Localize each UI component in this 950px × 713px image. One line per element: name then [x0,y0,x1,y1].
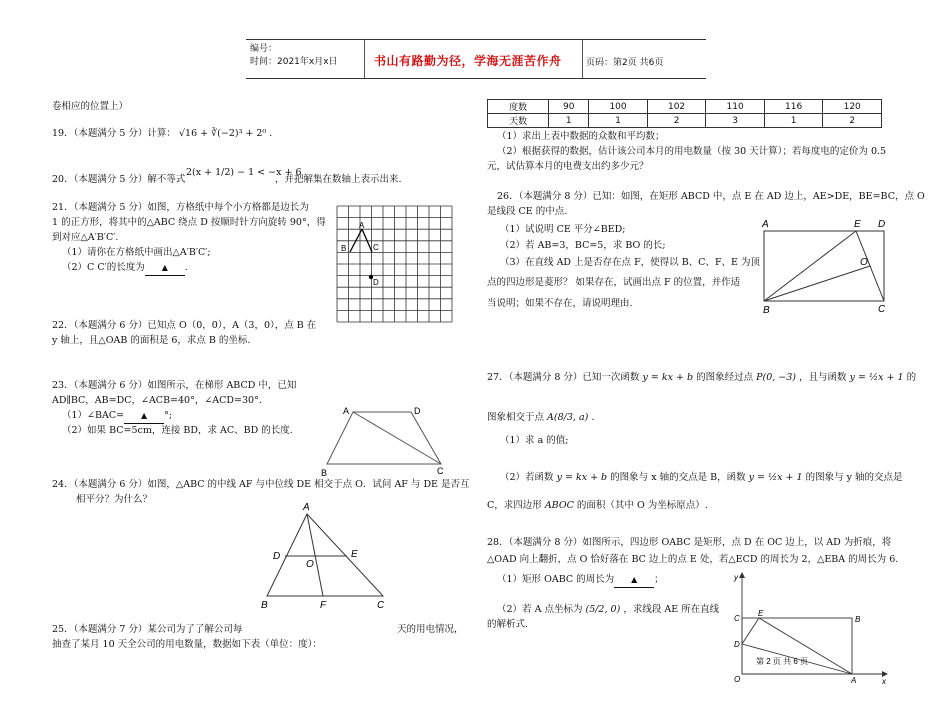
q22-line2: y 轴上，且△OAB 的面积是 6，求点 B 的坐标. [52,335,251,346]
label-d: D [734,640,740,649]
label-a: A [851,676,857,685]
table-cell: 120 [823,100,882,114]
label-a: A [762,219,769,230]
page-label: 页码：第2页 共6页 [586,58,664,68]
label-c: C [437,466,444,476]
q28-part1-end: ； [654,574,664,585]
label-b: B [855,615,861,624]
label-o: O [734,675,741,684]
label-o: O [306,559,314,570]
label-e: E [351,549,358,560]
page-footer: 第 2 页 共 6 页 [756,657,809,666]
label-c: C [734,614,740,623]
label-b: B [341,244,347,253]
table-row [488,100,882,114]
q19-text: 19．（本题满分 5 分）计算： [52,128,176,139]
q20-inequality: 2(x + 1/2) − 1 < −x + 6 [186,167,302,178]
q21-line1: 21．（本题满分 5 分）如图，方格纸中每个小方格都是边长为 [52,202,309,213]
q20-text: 20．（本题满分 5 分）解不等式 [52,174,186,185]
q24-line1: 24．（本题满分 6 分）如图，△ABC 的中线 AF 与中位线 DE 相交于点 O．试问 AF 与 DE 是否互 [52,479,470,490]
q28-part2 [497,602,719,617]
q27-text: （2）若函数 [500,472,554,483]
q27-text: 27．（本题满分 8 分）已知一次函数 [487,372,640,383]
table-cell: 102 [647,100,706,114]
label-c: C [377,600,385,611]
q23-line1: 23．（本题满分 6 分）如图所示，在梯形 ABCD 中，已知 [52,380,297,391]
q27-function-1: y = kx + b [556,472,608,483]
q27-text: 的图象经过点 [696,372,754,383]
q23-part1-text: （1）∠BAC= [62,410,125,421]
label-d: D [878,219,886,230]
table-row [488,114,882,128]
q27-point-a: A(8/3, a) [547,412,589,423]
q28-line2: △OAD 向上翻折，点 O 恰好落在 BC 边上的点 E 处，若△ECD 的周长为 2，△EBA 的周长为 6. [487,554,899,565]
table-cell: 1 [549,114,589,128]
q28-text: ，求线段 AE 所在直线 [623,604,720,615]
question-20 [52,172,185,187]
grid-lines [337,206,452,322]
q28-part2b: 的解析式. [487,619,529,630]
label-a: A [343,406,350,416]
y-axis-arrow [739,572,745,578]
q27-text: . [591,412,595,423]
label-b: B [321,468,328,478]
q27-point-p: P(0, −3) [756,372,797,383]
top-note: 卷相应的位置上） [52,101,129,112]
q27-line1 [487,370,916,385]
label-c: C [373,243,379,252]
q23-line2: AD∥BC，AB=DC，∠ACB=40°，∠ACD=30°. [52,395,262,406]
table-cell: 天数 [488,114,549,128]
label-b: B [763,305,770,315]
q27-text: 的面积（其中 O 为坐标原点）. [576,500,708,511]
q23-part2: （2）如果 BC=5cm，连接 BD，求 AC、BD 的长度. [62,425,293,436]
triangle-figure [255,498,395,613]
q26-part2: （2）若 AB=3，BC=5，求 BO 的长; [500,240,666,251]
q27-quadrilateral: ABOC [544,500,574,511]
label-x: x [882,677,886,686]
table-cell: 1 [764,114,823,128]
label-a: A [303,502,310,513]
q25-part2: （2）根据获得的数据，估计该公司本月的用电数量（按 30 天计算）；若每度电的定价为 0.5 [497,146,887,157]
header-bottom-rule [246,78,706,79]
label-d: D [414,406,421,416]
q27-text: 的图象与 x 轴的交点是 B，函数 [610,472,746,483]
q28-text: （2）若 A 点坐标为 [497,604,583,615]
q27-function-2: y = ½x + 1 [849,372,904,383]
label-e: E [758,609,764,618]
q25-line1: 25．（本题满分 7 分）某公司为了了解公司每 [52,624,243,635]
q26-part3c: 当说明；如果不存在，请说明理由. [487,298,633,309]
q27-part1: （1）求 a 的值; [500,435,569,446]
q27-text: 图象相交于点 [487,412,545,423]
label-d: D [273,551,281,562]
label-d: D [373,278,379,287]
q22-line1: 22．（本题满分 6 分）已知点 O（0，0），A（3，0），点 B 在 [52,320,317,331]
rectangle-figure [760,215,895,315]
table-cell: 3 [706,114,765,128]
q20-end: ，并把解集在数轴上表示出来. [275,174,402,185]
q21-part2 [62,260,188,276]
q27-text: ，且与函数 [799,372,847,383]
q27-function-2: y = ½x + 1 [748,472,803,483]
q26-part1: （1）试说明 CE 平分∠BED; [500,224,626,235]
q27-text: 的 [906,372,917,383]
table-cell: 2 [647,114,706,128]
q21-part2-text: （2）C C′的长度为 [62,262,145,273]
time-label: 时间：2021年x月x日 [250,57,338,67]
q25-line1b: 天的用电情况， [397,624,464,635]
q28-part1-text: （1）矩形 OABC 的周长为 [497,574,615,585]
coordinate-figure [728,568,893,686]
grid-figure [336,205,460,323]
q28-line1: 28．（本题满分 8 分）如图所示，四边形 OABC 是矩形，点 D 在 OC 边上，以 AD 为折痕，将 [487,537,892,548]
label-f: F [320,600,327,611]
label-y: y [734,573,738,582]
table-cell: 100 [589,100,648,114]
question-19 [52,126,272,141]
q19-end: . [269,128,273,139]
q23-part1-end: °; [164,410,173,421]
q26-line1: 26．（本题满分 8 分）已知：如图，在矩形 ABCD 中，点 E 在 AD 边上，AE>DE，BE=BC，点 O [497,191,925,202]
q21-part1: （1）请你在方格纸中画出△A′B′C′; [62,247,211,258]
table-cell: 90 [549,100,589,114]
q27-part2b [487,498,708,513]
label-b: B [261,600,268,611]
q28-part1 [497,572,664,588]
q27-line2 [487,410,594,425]
label-c: C [878,304,886,315]
header-divider [364,40,365,78]
table-cell: 110 [706,100,765,114]
code-label: 编号： [250,44,278,54]
trapezoid-figure [315,402,455,478]
q21-line2: 1 的正方形，将其中的△ABC 绕点 D 按顺时针方向旋转 90°，得 [52,217,326,228]
q25-part1: （1）求出上表中数据的众数和平均数； [497,131,665,142]
q26-part3: （3）在直线 AD 上是否存在点 F，使得以 B、C、F、E 为顶 [500,257,760,268]
q26-line2: 是线段 CE 的中点. [487,206,568,217]
header-divider [582,40,583,78]
q24-line2: 相平分？为什么？ [76,494,153,505]
q27-function-1: y = kx + b [642,372,694,383]
q26-part3b: 点的四边形是菱形？ 如果存在，试画出点 F 的位置，并作适 [487,277,741,288]
q25-line2: 抽查了某月 10 天全公司的用电数量，数据如下表（单位：度）： [52,639,322,650]
q23-part1 [62,408,172,424]
q27-text: C，求四边形 [487,500,542,511]
q21-line3: 到对应△A′B′C′. [52,232,119,243]
answer-blank[interactable]: ▲ [124,408,164,424]
label-o: O [860,257,868,268]
table-cell: 1 [589,114,648,128]
q25-part2b: 元，试估算本月的电费支出约多少元？ [487,161,649,172]
label-e: E [854,219,861,230]
header-top-rule [246,39,706,40]
answer-blank[interactable]: ▲ [145,260,185,276]
q27-text: 的图象与 y 轴的交点是 [805,472,903,483]
label-a: A [359,221,365,230]
q27-part2 [500,470,903,485]
electricity-table [487,99,882,128]
table-cell: 度数 [488,100,549,114]
table-cell: 2 [823,114,882,128]
q21-part2-end: . [184,262,188,273]
q28-coordinate: (5/2, 0) [585,604,621,615]
motto: 书山有路勤为径，学海无涯苦作舟 [374,54,562,68]
q19-expression: √16 + ∛(−2)³ + 2⁰ [178,128,267,139]
answer-blank[interactable]: ▲ [614,572,654,588]
table-cell: 116 [764,100,823,114]
